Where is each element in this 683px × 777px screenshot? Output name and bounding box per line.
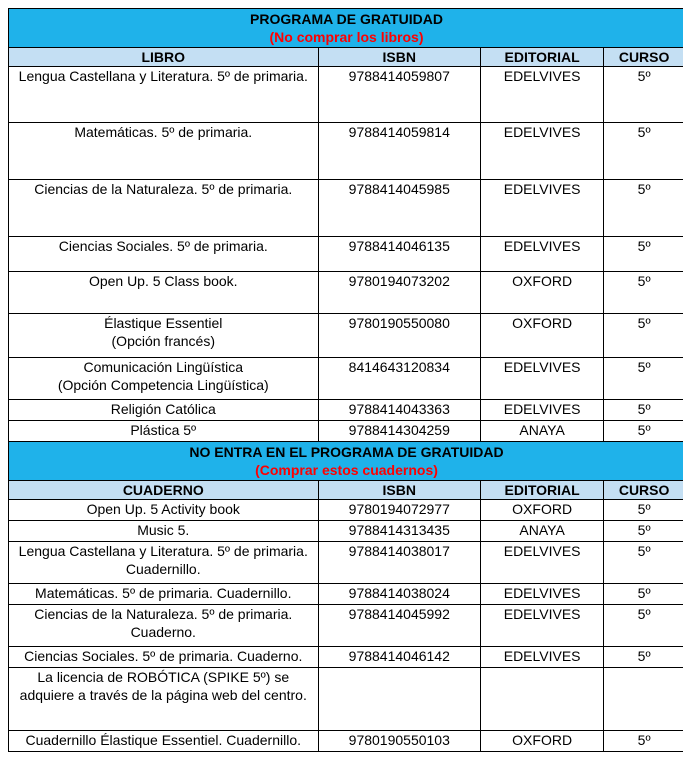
isbn-cell: 9788414304259 bbox=[318, 421, 481, 442]
isbn-cell: 9780190550080 bbox=[318, 314, 481, 358]
isbn-cell: 9788414059814 bbox=[318, 123, 481, 180]
isbn-cell: 9788414313435 bbox=[318, 521, 481, 542]
table-row bbox=[9, 647, 683, 668]
book-list-document bbox=[8, 8, 683, 752]
item-cell: Matemáticas. 5º de primaria. bbox=[9, 123, 319, 180]
section2-title: NO ENTRA EN EL PROGRAMA DE GRATUIDAD bbox=[189, 444, 504, 460]
item-cell: Open Up. 5 Activity book bbox=[9, 500, 319, 521]
curso-cell: 5º bbox=[604, 314, 683, 358]
item-cell: Lengua Castellana y Literatura. 5º de primaria. Cuadernillo. bbox=[9, 542, 319, 584]
curso-cell: 5º bbox=[604, 500, 683, 521]
section2-subtitle: (Comprar estos cuadernos) bbox=[255, 462, 438, 478]
section1-header-row bbox=[9, 48, 683, 67]
section1-title: PROGRAMA DE GRATUIDAD bbox=[250, 11, 443, 27]
item-cell: Ciencias de la Naturaleza. 5º de primaria. Cuaderno. bbox=[9, 605, 319, 647]
curso-cell bbox=[604, 668, 683, 731]
table-row bbox=[9, 668, 683, 731]
editorial-cell: OXFORD bbox=[481, 500, 604, 521]
curso-cell: 5º bbox=[604, 237, 683, 272]
editorial-cell: EDELVIVES bbox=[481, 180, 604, 237]
item-cell: Music 5. bbox=[9, 521, 319, 542]
item-cell: Ciencias Sociales. 5º de primaria. bbox=[9, 237, 319, 272]
column-header-curso: CURSO bbox=[604, 48, 683, 67]
editorial-cell: EDELVIVES bbox=[481, 647, 604, 668]
item-cell: Plástica 5º bbox=[9, 421, 319, 442]
curso-cell: 5º bbox=[604, 180, 683, 237]
curso-cell: 5º bbox=[604, 358, 683, 400]
isbn-cell: 9788414038017 bbox=[318, 542, 481, 584]
isbn-cell: 9788414045992 bbox=[318, 605, 481, 647]
table-row bbox=[9, 314, 683, 358]
editorial-cell: OXFORD bbox=[481, 731, 604, 752]
isbn-cell: 9788414038024 bbox=[318, 584, 481, 605]
editorial-cell: EDELVIVES bbox=[481, 605, 604, 647]
column-header-editorial: EDITORIAL bbox=[481, 48, 604, 67]
table-row bbox=[9, 123, 683, 180]
section2-header-row bbox=[9, 481, 683, 500]
editorial-cell: EDELVIVES bbox=[481, 542, 604, 584]
editorial-cell: EDELVIVES bbox=[481, 67, 604, 123]
section1-title-row bbox=[9, 9, 683, 48]
curso-cell: 5º bbox=[604, 521, 683, 542]
item-cell bbox=[9, 358, 319, 400]
table-row bbox=[9, 584, 683, 605]
isbn-cell: 9780194072977 bbox=[318, 500, 481, 521]
item-cell: Religión Católica bbox=[9, 400, 319, 421]
column-header-item: LIBRO bbox=[9, 48, 319, 67]
isbn-cell bbox=[318, 668, 481, 731]
column-header-editorial: EDITORIAL bbox=[481, 481, 604, 500]
curso-cell: 5º bbox=[604, 421, 683, 442]
table-row bbox=[9, 400, 683, 421]
editorial-cell: ANAYA bbox=[481, 421, 604, 442]
curso-cell: 5º bbox=[604, 272, 683, 314]
isbn-cell: 9780194073202 bbox=[318, 272, 481, 314]
table-row bbox=[9, 180, 683, 237]
section1-subtitle: (No comprar los libros) bbox=[269, 29, 424, 45]
isbn-cell: 9780190550103 bbox=[318, 731, 481, 752]
table-row bbox=[9, 421, 683, 442]
curso-cell: 5º bbox=[604, 123, 683, 180]
isbn-cell: 9788414059807 bbox=[318, 67, 481, 123]
item-cell: Ciencias Sociales. 5º de primaria. Cuaderno. bbox=[9, 647, 319, 668]
table-row bbox=[9, 272, 683, 314]
isbn-cell: 9788414043363 bbox=[318, 400, 481, 421]
editorial-cell: ANAYA bbox=[481, 521, 604, 542]
table-row bbox=[9, 500, 683, 521]
editorial-cell: EDELVIVES bbox=[481, 584, 604, 605]
section2-title-cell bbox=[9, 442, 683, 481]
table-row bbox=[9, 358, 683, 400]
table-row bbox=[9, 237, 683, 272]
editorial-cell: EDELVIVES bbox=[481, 237, 604, 272]
book-list-table bbox=[8, 8, 683, 752]
editorial-cell bbox=[481, 668, 604, 731]
editorial-cell: OXFORD bbox=[481, 314, 604, 358]
section1-title-cell bbox=[9, 9, 683, 48]
table-row bbox=[9, 542, 683, 584]
column-header-isbn: ISBN bbox=[318, 48, 481, 67]
isbn-cell: 9788414046135 bbox=[318, 237, 481, 272]
table-row bbox=[9, 731, 683, 752]
item-cell bbox=[9, 314, 319, 358]
item-cell: La licencia de ROBÓTICA (SPIKE 5º) se adquiere a través de la página web del centro. bbox=[9, 668, 319, 731]
curso-cell: 5º bbox=[604, 400, 683, 421]
curso-cell: 5º bbox=[604, 647, 683, 668]
editorial-cell: EDELVIVES bbox=[481, 123, 604, 180]
item-cell: Cuadernillo Élastique Essentiel. Cuadernillo. bbox=[9, 731, 319, 752]
item-cell: Open Up. 5 Class book. bbox=[9, 272, 319, 314]
curso-cell: 5º bbox=[604, 605, 683, 647]
item-cell: Matemáticas. 5º de primaria. Cuadernillo. bbox=[9, 584, 319, 605]
curso-cell: 5º bbox=[604, 542, 683, 584]
editorial-cell: EDELVIVES bbox=[481, 400, 604, 421]
curso-cell: 5º bbox=[604, 584, 683, 605]
isbn-cell: 8414643120834 bbox=[318, 358, 481, 400]
item-line-2: (Opción francés) bbox=[111, 333, 215, 349]
editorial-cell: OXFORD bbox=[481, 272, 604, 314]
item-cell: Ciencias de la Naturaleza. 5º de primaria. bbox=[9, 180, 319, 237]
item-line: Comunicación Lingüística bbox=[83, 359, 244, 375]
item-cell: Lengua Castellana y Literatura. 5º de primaria. bbox=[9, 67, 319, 123]
curso-cell: 5º bbox=[604, 67, 683, 123]
column-header-curso: CURSO bbox=[604, 481, 683, 500]
column-header-isbn: ISBN bbox=[318, 481, 481, 500]
column-header-item: CUADERNO bbox=[9, 481, 319, 500]
section2-title-row bbox=[9, 442, 683, 481]
table-row bbox=[9, 605, 683, 647]
isbn-cell: 9788414046142 bbox=[318, 647, 481, 668]
editorial-cell: EDELVIVES bbox=[481, 358, 604, 400]
curso-cell: 5º bbox=[604, 731, 683, 752]
table-row bbox=[9, 67, 683, 123]
item-line: Élastique Essentiel bbox=[104, 315, 223, 331]
item-line-2: (Opción Competencia Lingüística) bbox=[57, 377, 269, 393]
table-row bbox=[9, 521, 683, 542]
isbn-cell: 9788414045985 bbox=[318, 180, 481, 237]
